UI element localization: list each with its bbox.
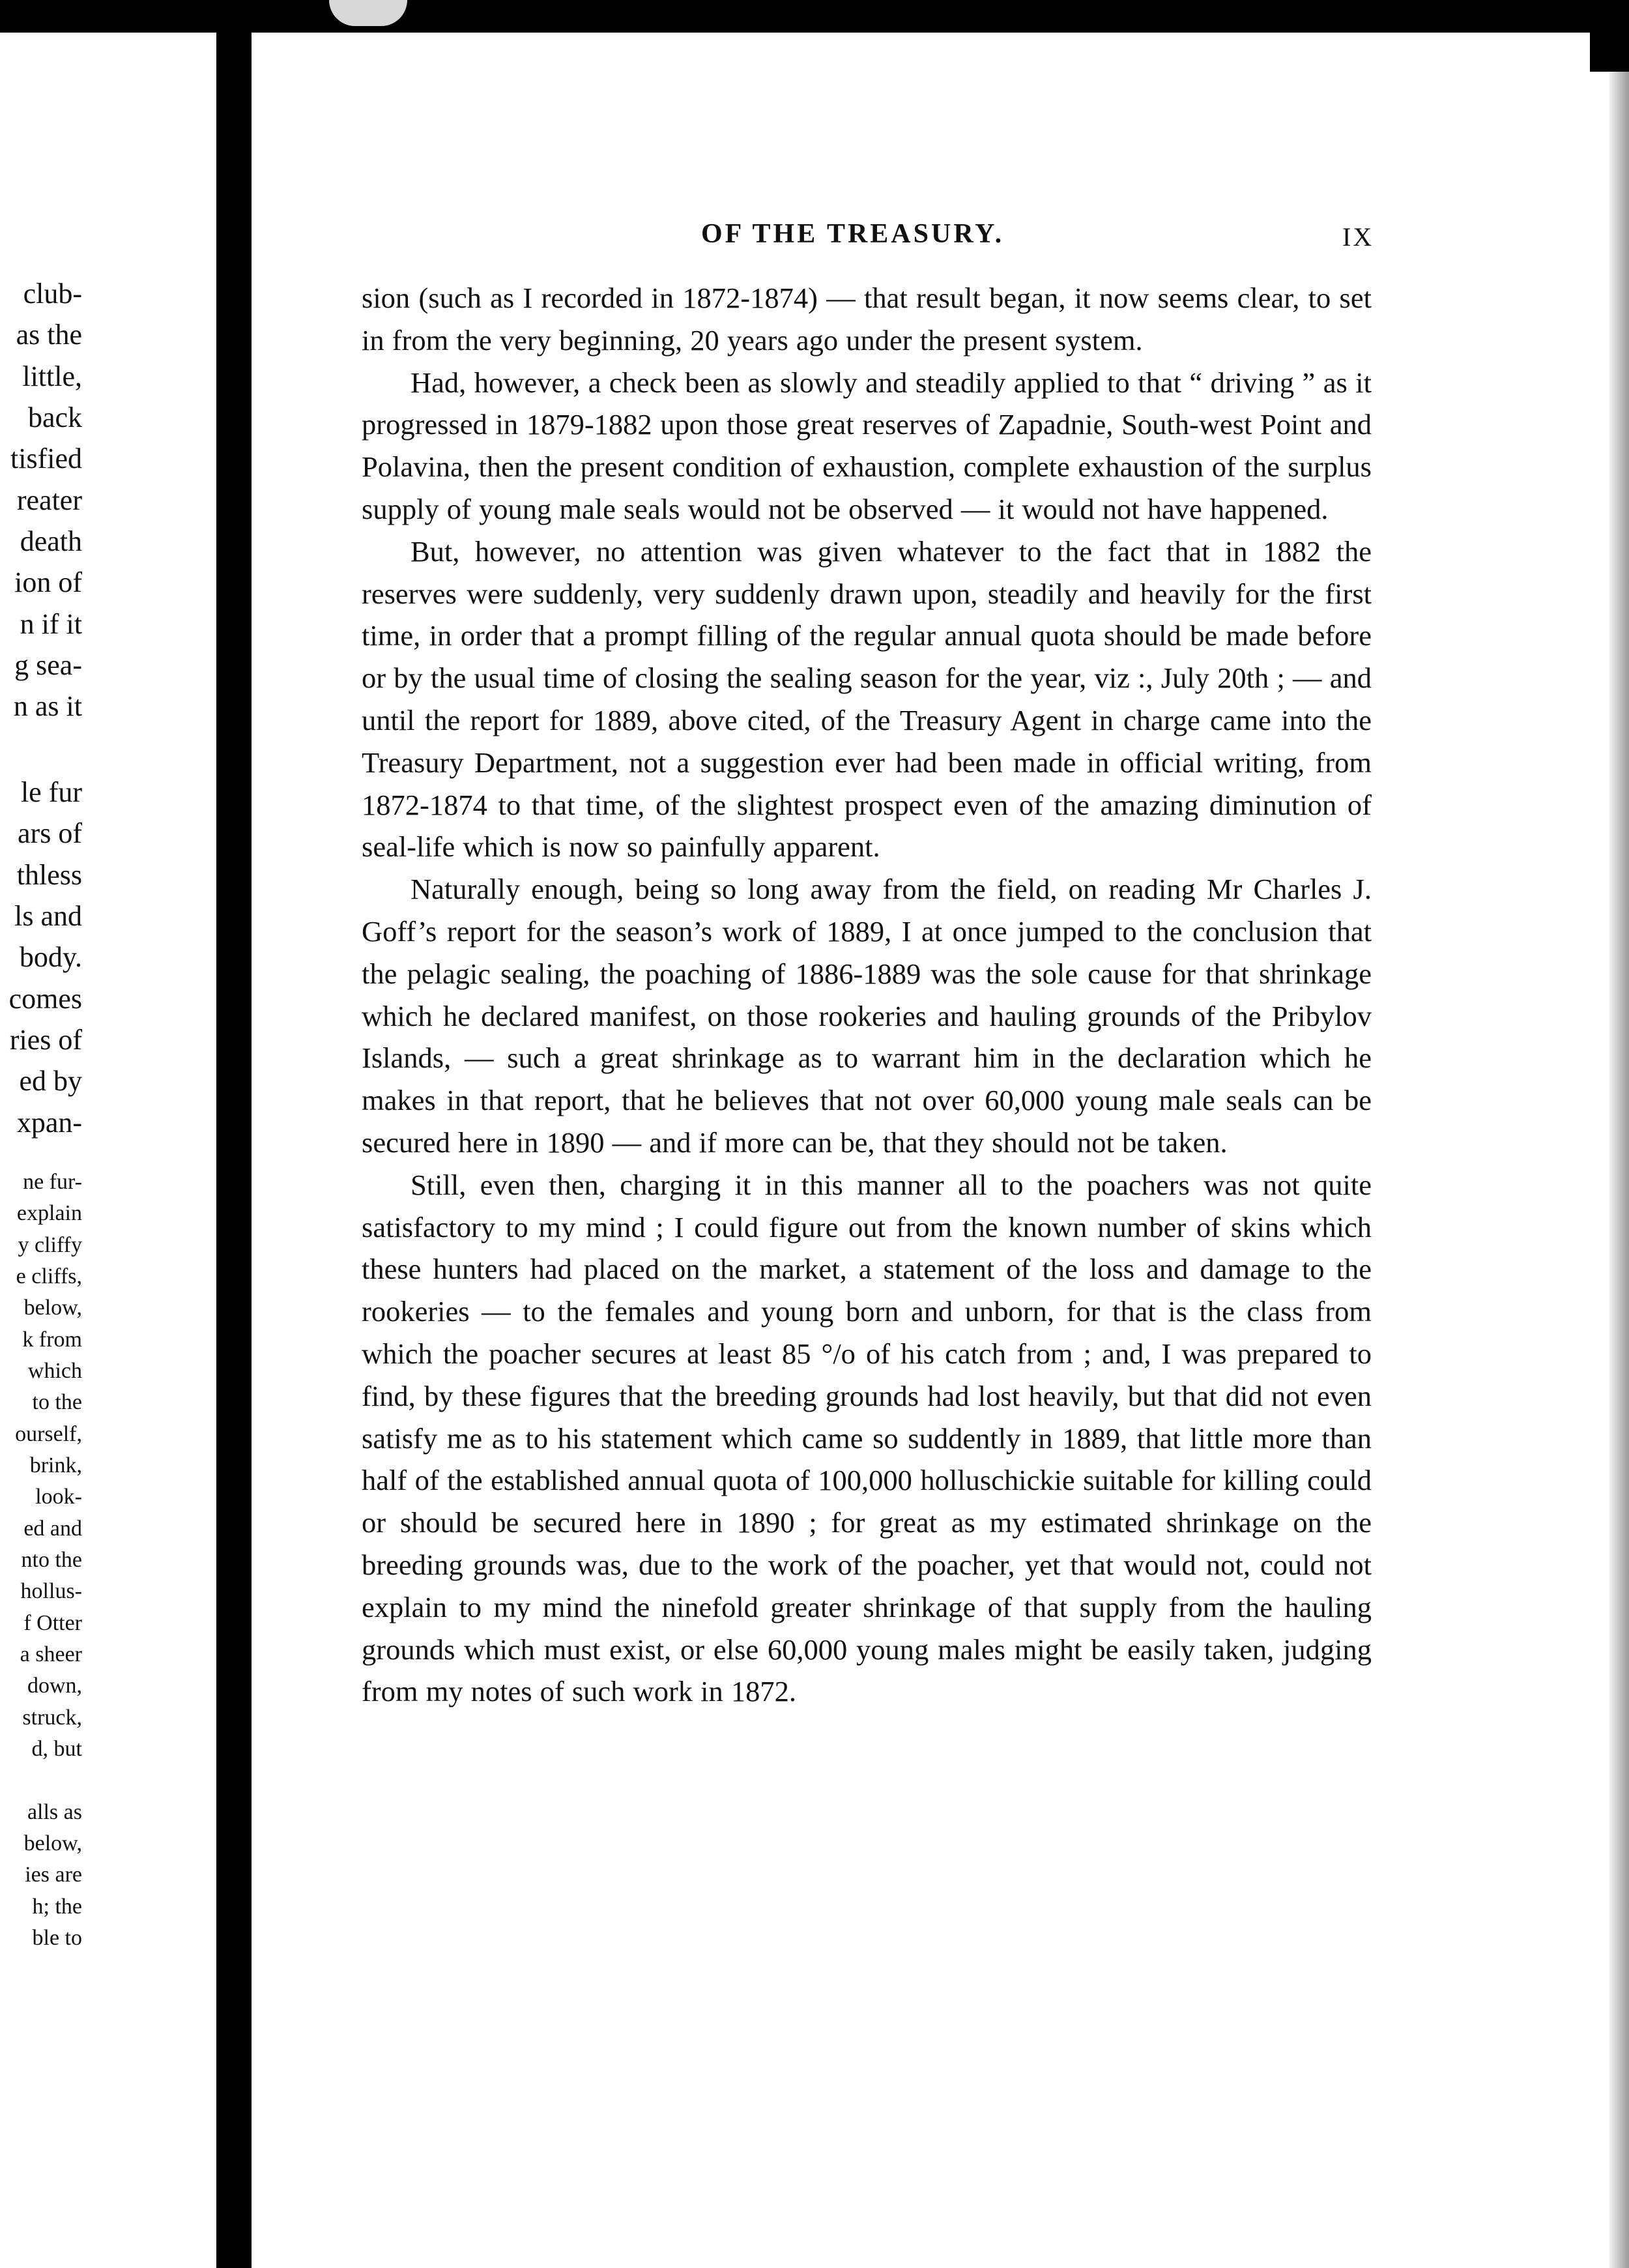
left-page-line: reater [16, 484, 82, 516]
body-text [362, 277, 1372, 1713]
left-page-line: nto the [21, 1548, 82, 1572]
left-page-line: death [20, 525, 82, 557]
left-page-line: f Otter [23, 1611, 82, 1635]
paragraph: But, however, no attention was given whatever to the fact that in 1882 the reserves were suddenly, very suddenly drawn upon, steadily and heavily for the first time, in order that a prompt filling of the regular annual quota should be made before or by the usual time of closing the sealing season for the year, viz :, July 20th ; — and until the report for 1889, above cited, of the Treasury Agent in charge came into the Treasury Department, not a suggestion ever had been made in official writing, from 1872-1874 to that time, of the slightest prospect even of the amazing diminution of seal-life which is now so painfully apparent. [362, 534, 1372, 864]
left-page-line: d, but [31, 1737, 82, 1761]
left-page-line: a sheer [20, 1642, 82, 1666]
left-page-line: as the [16, 319, 82, 351]
left-page-line: ion of [14, 566, 82, 598]
left-page-line: ed and [23, 1517, 82, 1541]
left-page-line: n if it [20, 608, 82, 640]
left-page-line: brink, [29, 1453, 82, 1477]
left-page-line: back [27, 401, 82, 433]
left-page-line: hollus- [20, 1579, 82, 1603]
running-head: OF THE TREASURY. [701, 219, 1005, 249]
left-page-line: below, [23, 1296, 82, 1320]
left-page-fragment [0, 33, 216, 2268]
left-page-line: look- [35, 1485, 82, 1509]
left-page-line: ries of [9, 1024, 82, 1056]
left-page-line: n as it [13, 690, 82, 722]
left-page-line: ed by [19, 1065, 82, 1097]
left-page-line: xpan- [16, 1107, 82, 1139]
left-page-line: struck, [22, 1706, 82, 1730]
paragraph: Had, however, a check been as slowly and steadily applied to that “ driving ” as it progressed in 1879-1882 upon those great reserves of Zapadnie, South-west Point and Polavina, then the present condition of exhaustion, complete exhaustion of the surplus supply of young male seals would not be observed — it would not have happened. [362, 366, 1372, 525]
page-edge-shadow [1609, 39, 1629, 2268]
left-page-line: club- [23, 278, 82, 310]
book-gutter [216, 0, 252, 2268]
left-page-line: ies are [25, 1863, 82, 1887]
left-page-line: ne fur- [23, 1170, 82, 1194]
left-page-line: tisfied [10, 443, 82, 474]
left-page-line: k from [22, 1328, 82, 1352]
left-page-line: e cliffs, [16, 1264, 82, 1288]
left-page-line: little, [22, 360, 82, 392]
left-page-line: comes [8, 983, 82, 1015]
left-page-line: down, [27, 1674, 82, 1698]
left-page-line: below, [23, 1831, 82, 1855]
left-page-line: h; the [32, 1895, 82, 1919]
left-page-line: which [27, 1359, 82, 1383]
left-page-line: y cliffy [18, 1233, 82, 1257]
left-page-line: ble to [32, 1926, 82, 1950]
left-page-line: le fur [20, 776, 82, 808]
left-page-line: body. [19, 941, 82, 973]
left-page-line: explain [16, 1201, 82, 1225]
left-page-line: g sea- [14, 649, 82, 681]
left-page-line: ars of [18, 817, 82, 849]
paragraph: sion (such as I recorded in 1872-1874) — that result began, it now seems clear, to set in from the very beginning, 20 years ago under the present system. [362, 282, 1372, 356]
left-page-line: alls as [27, 1800, 82, 1824]
left-page-line: ourself, [15, 1422, 82, 1446]
page-corner-fold [1590, 20, 1629, 72]
left-page-line: thless [16, 859, 82, 891]
paragraph: Still, even then, charging it in this manner all to the poachers was not quite satisfactory to my mind ; I could figure out from the known number of skins which these hunters had placed on the market, a statement of the loss and damage to the rookeries — to the females and young born and unborn, for that is the class from which the poacher secures at least 85 °/o of his catch from ; and, I was prepared to find, by these figures that the breeding grounds had lost heavily, but that did not even satisfy me as to his statement which came so suddently in 1889, that little more than half of the established annual quota of 100,000 holluschickie suitable for killing could or should be secured here in 1890 ; for great as my estimated shrinkage on the breeding grounds was, due to the work of the poacher, yet that would not, could not explain to my mind the ninefold greater shrinkage of that supply from the hauling grounds which must exist, or else 60,000 young males might be easily taken, judging from my notes of such work in 1872. [362, 1168, 1372, 1708]
page-number: IX [1342, 222, 1374, 252]
paragraph: Naturally enough, being so long away from the field, on reading Mr Charles J. Goff’s report for the season’s work of 1889, I at once jumped to the conclusion that the pelagic sealing, the poaching of 1886-1889 was the sole cause for that shrinkage which he declared manifest, on those rookeries and hauling grounds of the Pribylov Islands, — such a great shrinkage as to warrant him in the declaration which he makes in that report, that he believes that not over 60,000 young male seals can be secured here in 1890 — and if more can be, that they should not be taken. [362, 873, 1372, 1159]
left-page-line: to the [32, 1390, 82, 1414]
left-page-line: ls and [14, 900, 82, 932]
